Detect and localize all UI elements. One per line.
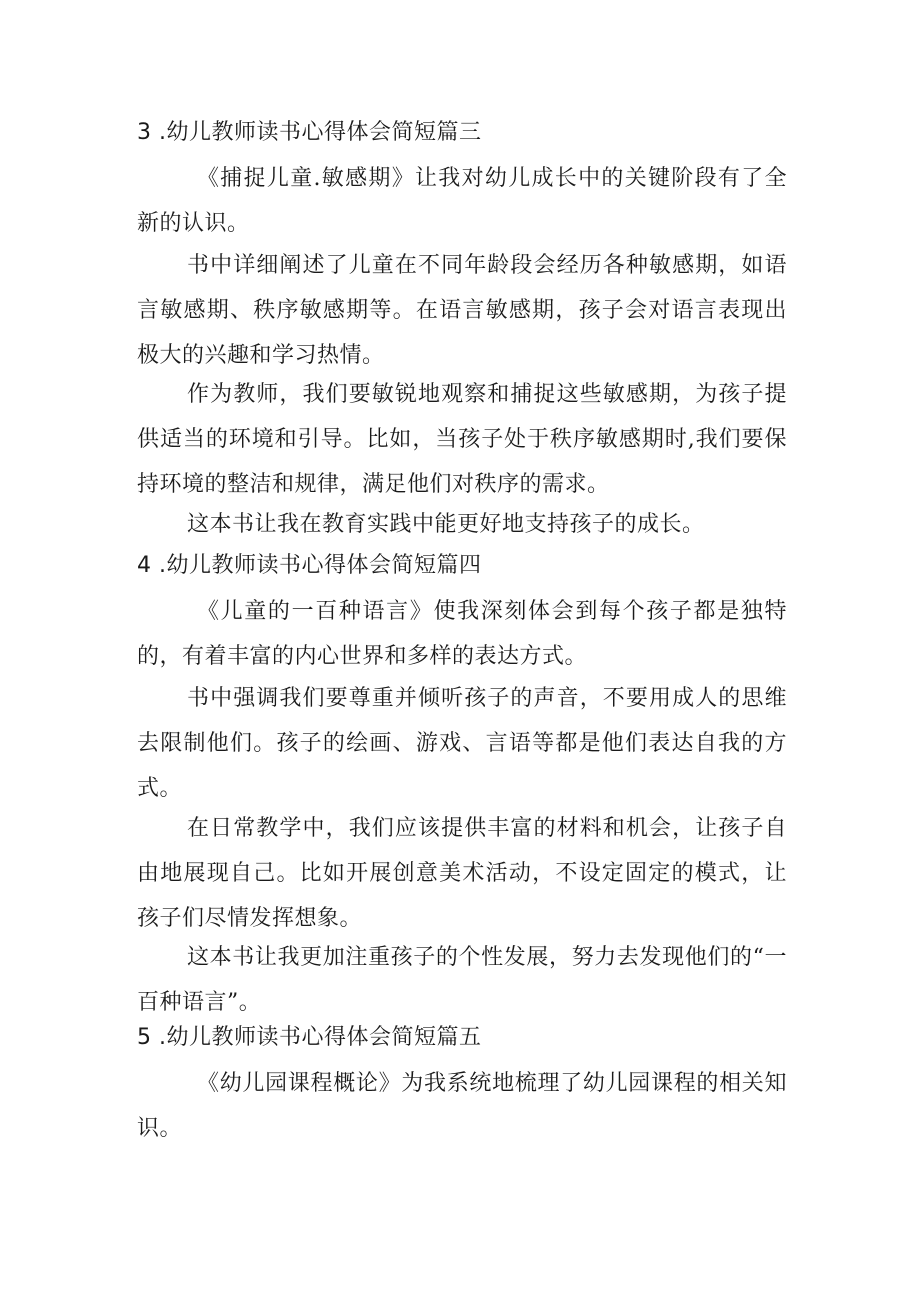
paragraph: 《儿童的一百种语言》使我深刻体会到每个孩子都是独特的，有着丰富的内心世界和多样的表达方式。 [137,599,787,669]
paragraph: 《幼儿园课程概论》为我系统地梳理了幼儿园课程的相关知识。 [137,1071,787,1141]
paragraph: 《捕捉儿童.敏感期》让我对幼儿成长中的关键阶段有了全新的认识。 [137,166,787,236]
paragraph: 这本书让我更加注重孩子的个性发展，努力去发现他们的“一百种语言”。 [137,945,787,1015]
paragraph: 书中详细阐述了儿童在不同年龄段会经历各种敏感期，如语言敏感期、秩序敏感期等。在语言敏感期，孩子会对语言表现出极大的兴趣和学习热情。 [137,253,787,368]
paragraph: 书中强调我们要尊重并倾听孩子的声音，不要用成人的思维去限制他们。孩子的绘画、游戏、言语等都是他们表达自我的方式。 [137,686,787,801]
section-heading-3: 3 .幼儿教师读书心得体会简短篇三 [137,120,482,145]
section-heading-4: 4 .幼儿教师读书心得体会简短篇四 [137,553,482,578]
paragraph: 作为教师，我们要敏锐地观察和捕捉这些敏感期，为孩子提供适当的环境和引导。比如，当孩子处于秩序敏感期时,我们要保持环境的整洁和规律，满足他们对秩序的需求。 [137,382,787,497]
paragraph: 这本书让我在教育实践中能更好地支持孩子的成长。 [187,512,705,537]
section-heading-5: 5 .幼儿教师读书心得体会简短篇五 [137,1025,482,1050]
paragraph: 在日常教学中，我们应该提供丰富的材料和机会，让孩子自由地展现自己。比如开展创意美术活动，不设定固定的模式，让孩子们尽情发挥想象。 [137,816,787,931]
